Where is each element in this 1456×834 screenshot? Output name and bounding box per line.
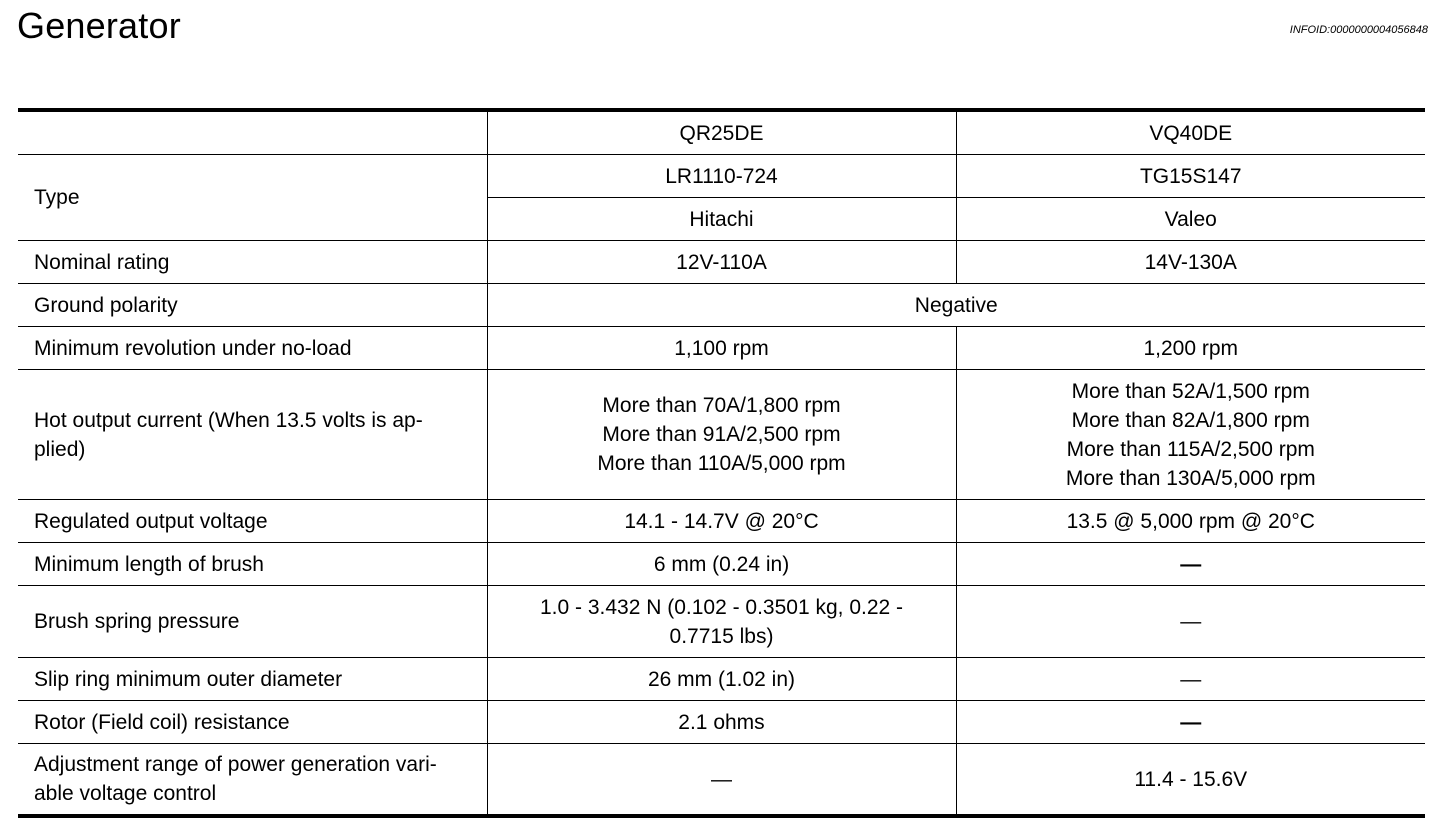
- row-label-nominal: Nominal rating: [18, 241, 487, 284]
- header-cell-qr25de: QR25DE: [487, 110, 956, 155]
- row-label-spring: Brush spring pressure: [18, 586, 487, 658]
- hot-qr-line: More than 91A/2,500 rpm: [602, 423, 841, 446]
- table-row: [18, 744, 1425, 817]
- generator-spec-table: [18, 108, 1425, 818]
- adjustment-vq40de: 11.4 - 15.6V: [956, 744, 1425, 817]
- hot-label-line2: plied): [34, 437, 86, 461]
- hot-output-vq40de: [956, 370, 1425, 500]
- row-label-adjustment: [18, 744, 487, 817]
- adjust-label-line2: able voltage control: [34, 782, 217, 805]
- hot-qr-line: More than 70A/1,800 rpm: [602, 394, 841, 417]
- ground-value: Negative: [487, 284, 1425, 327]
- type-part-qr25de: LR1110-724: [487, 155, 956, 198]
- row-label-min-rev: Minimum revolution under no-load: [18, 327, 487, 370]
- spring-vq40de: —: [956, 586, 1425, 658]
- regulated-vq40de: 13.5 @ 5,000 rpm @ 20°C: [956, 500, 1425, 543]
- type-maker-qr25de: Hitachi: [487, 198, 956, 241]
- header-cell-vq40de: VQ40DE: [956, 110, 1425, 155]
- table-row: [18, 284, 1425, 327]
- table-row: [18, 155, 1425, 198]
- nominal-qr25de: 12V-110A: [487, 241, 956, 284]
- row-label-regulated: Regulated output voltage: [18, 500, 487, 543]
- spring-qr-line1: 1.0 - 3.432 N (0.102 - 0.3501 kg, 0.22 -: [539, 595, 904, 619]
- hot-vq-line: More than 115A/2,500 rpm: [1066, 437, 1315, 461]
- row-label-brush-length: Minimum length of brush: [18, 543, 487, 586]
- table-row: [18, 241, 1425, 284]
- row-label-hot-output: [18, 370, 487, 500]
- adjustment-qr25de: —: [487, 744, 956, 817]
- brush-length-vq40de: —: [956, 543, 1425, 586]
- hot-qr-line: More than 110A/5,000 rpm: [597, 452, 846, 475]
- spring-qr25de: [487, 586, 956, 658]
- hot-vq-line: More than 82A/1,800 rpm: [1071, 408, 1310, 432]
- hot-vq-line: More than 130A/5,000 rpm: [1065, 466, 1316, 490]
- hot-label-line1: Hot output current (When 13.5 volts is ap-: [34, 408, 423, 432]
- row-label-rotor: Rotor (Field coil) resistance: [18, 701, 487, 744]
- header-cell-blank: [18, 110, 487, 155]
- table-row: [18, 586, 1425, 658]
- hot-vq-line: More than 52A/1,500 rpm: [1071, 379, 1310, 403]
- slip-ring-vq40de: —: [956, 658, 1425, 701]
- regulated-qr25de: 14.1 - 14.7V @ 20°C: [487, 500, 956, 543]
- table-row: [18, 370, 1425, 500]
- table-row: [18, 543, 1425, 586]
- table-row: [18, 500, 1425, 543]
- slip-ring-qr25de: 26 mm (1.02 in): [487, 658, 956, 701]
- rotor-vq40de: —: [956, 701, 1425, 744]
- table-header-row: [18, 110, 1425, 155]
- nominal-vq40de: 14V-130A: [956, 241, 1425, 284]
- row-label-slip-ring: Slip ring minimum outer diameter: [18, 658, 487, 701]
- page-title: Generator: [17, 5, 181, 46]
- adjust-label-line1: Adjustment range of power generation vari-: [34, 753, 437, 776]
- info-id: INFOID:0000000004056848: [1289, 24, 1428, 36]
- brush-length-qr25de: 6 mm (0.24 in): [487, 543, 956, 586]
- table-row: [18, 701, 1425, 744]
- min-rev-qr25de: 1,100 rpm: [487, 327, 956, 370]
- row-label-type: Type: [18, 155, 487, 241]
- type-part-vq40de: TG15S147: [956, 155, 1425, 198]
- rotor-qr25de: 2.1 ohms: [487, 701, 956, 744]
- table-row: [18, 658, 1425, 701]
- min-rev-vq40de: 1,200 rpm: [956, 327, 1425, 370]
- hot-output-qr25de: [487, 370, 956, 500]
- type-maker-vq40de: Valeo: [956, 198, 1425, 241]
- table-row: [18, 327, 1425, 370]
- row-label-ground: Ground polarity: [18, 284, 487, 327]
- spring-qr-line2: 0.7715 lbs): [669, 624, 774, 648]
